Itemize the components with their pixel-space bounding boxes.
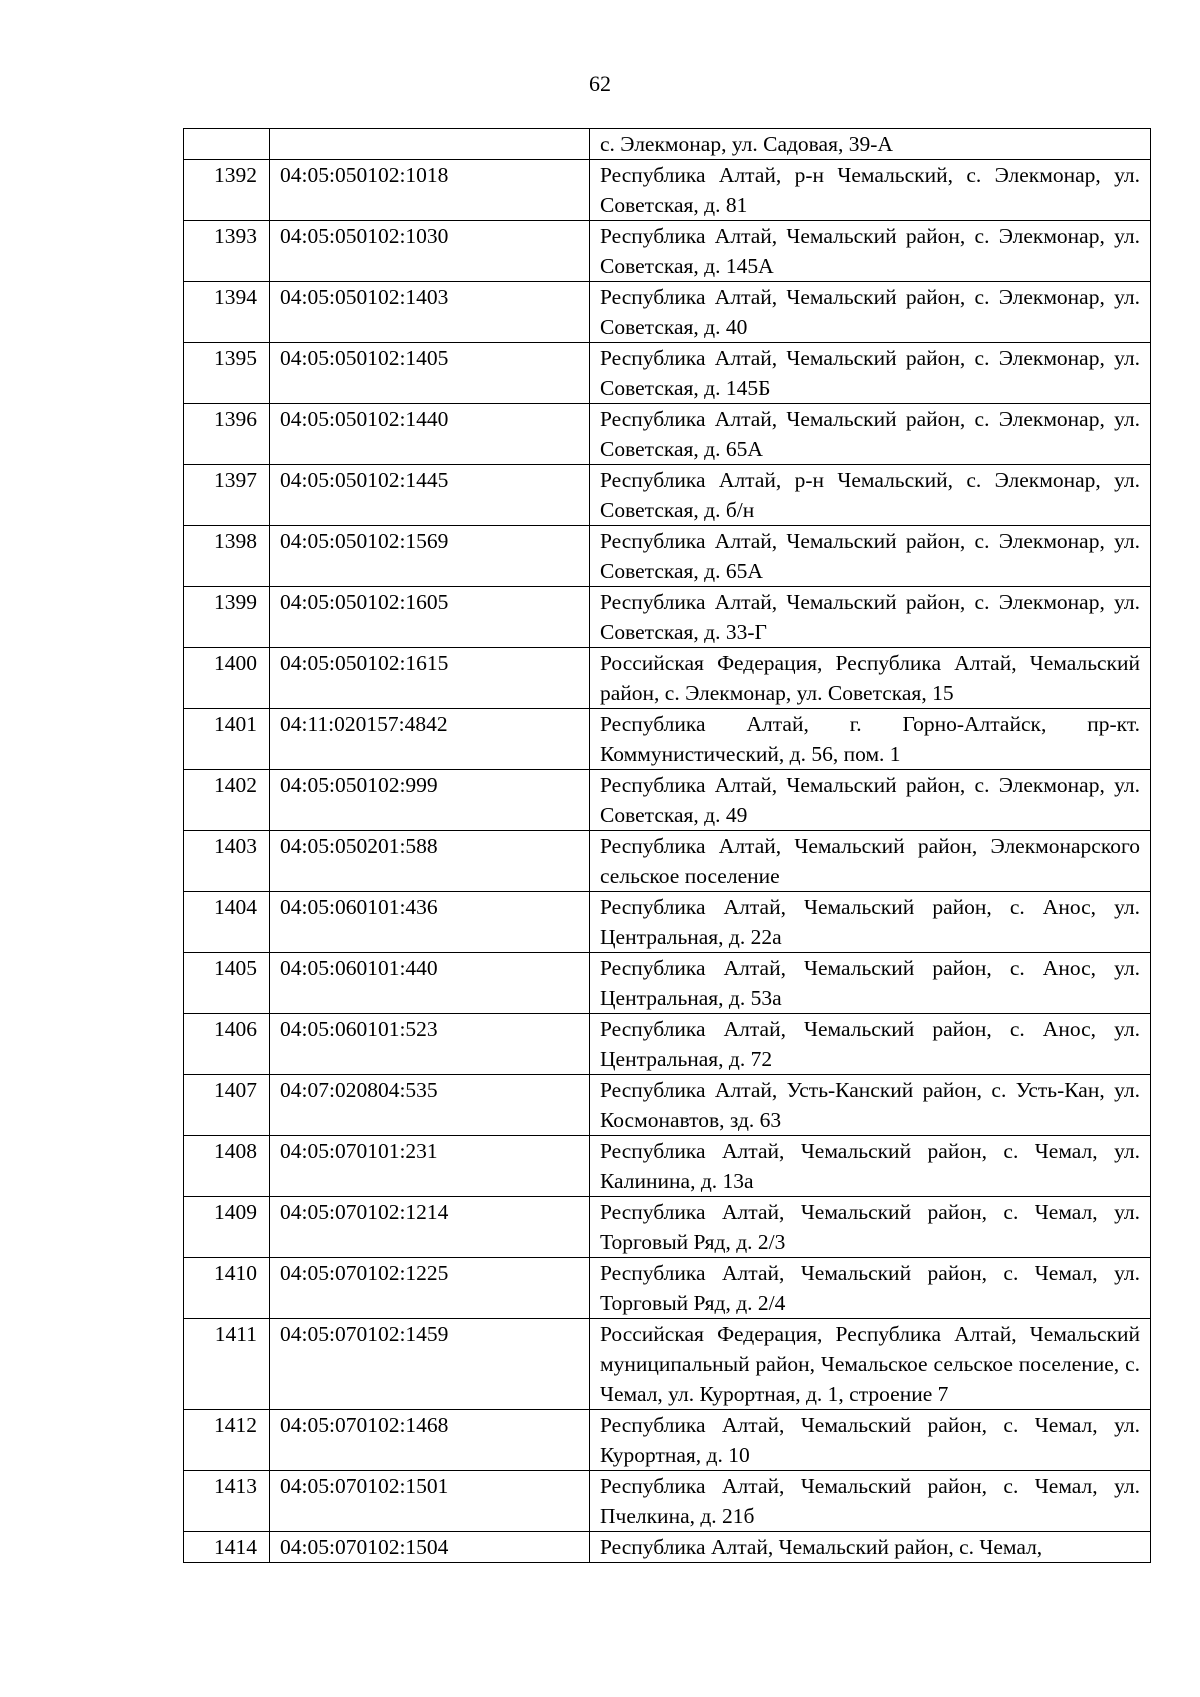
address-cell: Республика Алтай, Чемальский район, с. Чемал, ул. Торговый Ряд, д. 2/4	[590, 1258, 1151, 1319]
address-cell: Республика Алтай, Чемальский район, с. Элекмонар, ул. Советская, д. 145А	[590, 221, 1151, 282]
cadastral-number-cell: 04:05:050102:1018	[270, 160, 590, 221]
page-number: 62	[589, 71, 611, 96]
table-row	[184, 1136, 1151, 1197]
registry-table-body	[184, 129, 1151, 1563]
table-row	[184, 1532, 1151, 1563]
cadastral-number-cell: 04:05:070102:1504	[270, 1532, 590, 1563]
table-row	[184, 1014, 1151, 1075]
cadastral-number-cell: 04:05:060101:523	[270, 1014, 590, 1075]
address-cell: Республика Алтай, Чемальский район, с. Чемал, ул. Калинина, д. 13а	[590, 1136, 1151, 1197]
address-cell: Республика Алтай, Чемальский район, с. Анос, ул. Центральная, д. 72	[590, 1014, 1151, 1075]
row-number-cell: 1395	[184, 343, 270, 404]
cadastral-number-cell: 04:05:050102:1405	[270, 343, 590, 404]
table-row	[184, 465, 1151, 526]
row-number-cell: 1397	[184, 465, 270, 526]
cadastral-number-cell: 04:05:050201:588	[270, 831, 590, 892]
address-cell: Республика Алтай, Чемальский район, с. Чемал, ул. Курортная, д. 10	[590, 1410, 1151, 1471]
address-cell: Республика Алтай, Чемальский район, с. Элекмонар, ул. Советская, д. 33-Г	[590, 587, 1151, 648]
row-number-cell: 1409	[184, 1197, 270, 1258]
table-row	[184, 282, 1151, 343]
row-number-cell: 1405	[184, 953, 270, 1014]
table-row	[184, 648, 1151, 709]
table-row	[184, 1471, 1151, 1532]
row-number-cell: 1410	[184, 1258, 270, 1319]
row-number-cell: 1402	[184, 770, 270, 831]
address-cell: Республика Алтай, Чемальский район, Элекмонарского сельское поселение	[590, 831, 1151, 892]
cadastral-number-cell: 04:05:050102:1030	[270, 221, 590, 282]
cadastral-number-cell: 04:05:050102:1440	[270, 404, 590, 465]
row-number-cell: 1393	[184, 221, 270, 282]
table-row	[184, 1075, 1151, 1136]
cadastral-number-cell: 04:05:060101:436	[270, 892, 590, 953]
cadastral-number-cell: 04:05:070102:1501	[270, 1471, 590, 1532]
table-row	[184, 1258, 1151, 1319]
row-number-cell: 1403	[184, 831, 270, 892]
cadastral-number-cell: 04:05:070101:231	[270, 1136, 590, 1197]
table-row	[184, 1410, 1151, 1471]
address-cell: Республика Алтай, Чемальский район, с. Элекмонар, ул. Советская, д. 145Б	[590, 343, 1151, 404]
row-number-cell: 1404	[184, 892, 270, 953]
cadastral-number-cell	[270, 129, 590, 160]
table-row	[184, 831, 1151, 892]
address-cell: Республика Алтай, Чемальский район, с. Анос, ул. Центральная, д. 22а	[590, 892, 1151, 953]
cadastral-number-cell: 04:05:050102:1569	[270, 526, 590, 587]
address-cell: Республика Алтай, Чемальский район, с. Элекмонар, ул. Советская, д. 65А	[590, 404, 1151, 465]
row-number-cell: 1396	[184, 404, 270, 465]
cadastral-number-cell: 04:05:050102:1445	[270, 465, 590, 526]
cadastral-number-cell: 04:05:050102:1615	[270, 648, 590, 709]
address-cell: Республика Алтай, р-н Чемальский, с. Элекмонар, ул. Советская, д. 81	[590, 160, 1151, 221]
cadastral-number-cell: 04:11:020157:4842	[270, 709, 590, 770]
cadastral-number-cell: 04:05:050102:999	[270, 770, 590, 831]
address-cell: Республика Алтай, Чемальский район, с. Чемал,	[590, 1532, 1151, 1563]
row-number-cell: 1400	[184, 648, 270, 709]
table-row	[184, 221, 1151, 282]
row-number-cell: 1399	[184, 587, 270, 648]
row-number-cell: 1414	[184, 1532, 270, 1563]
row-number-cell: 1408	[184, 1136, 270, 1197]
row-number-cell: 1406	[184, 1014, 270, 1075]
row-number-cell: 1413	[184, 1471, 270, 1532]
address-cell: Российская Федерация, Республика Алтай, Чемальский муниципальный район, Чемальское сельское поселение, с. Чемал, ул. Курортная, д. 1, строение 7	[590, 1319, 1151, 1410]
cadastral-number-cell: 04:05:050102:1403	[270, 282, 590, 343]
cadastral-number-cell: 04:07:020804:535	[270, 1075, 590, 1136]
table-row	[184, 404, 1151, 465]
table-row	[184, 1319, 1151, 1410]
row-number-cell: 1401	[184, 709, 270, 770]
address-cell: Республика Алтай, Чемальский район, с. Чемал, ул. Торговый Ряд, д. 2/3	[590, 1197, 1151, 1258]
cadastral-number-cell: 04:05:070102:1225	[270, 1258, 590, 1319]
cadastral-number-cell: 04:05:070102:1459	[270, 1319, 590, 1410]
table-row	[184, 892, 1151, 953]
table-row	[184, 526, 1151, 587]
address-cell: Республика Алтай, Чемальский район, с. Чемал, ул. Пчелкина, д. 21б	[590, 1471, 1151, 1532]
address-cell: Республика Алтай, Чемальский район, с. Элекмонар, ул. Советская, д. 49	[590, 770, 1151, 831]
table-row	[184, 1197, 1151, 1258]
registry-table	[183, 128, 1151, 1563]
cadastral-number-cell: 04:05:070102:1214	[270, 1197, 590, 1258]
table-row	[184, 709, 1151, 770]
cadastral-number-cell: 04:05:050102:1605	[270, 587, 590, 648]
row-number-cell: 1411	[184, 1319, 270, 1410]
row-number-cell: 1392	[184, 160, 270, 221]
address-cell: Российская Федерация, Республика Алтай, Чемальский район, с. Элекмонар, ул. Советская, 15	[590, 648, 1151, 709]
row-number-cell: 1394	[184, 282, 270, 343]
cadastral-number-cell: 04:05:060101:440	[270, 953, 590, 1014]
row-number-cell: 1398	[184, 526, 270, 587]
table-row	[184, 129, 1151, 160]
address-cell: Республика Алтай, г. Горно-Алтайск, пр-кт. Коммунистический, д. 56, пом. 1	[590, 709, 1151, 770]
table-row	[184, 770, 1151, 831]
row-number-cell: 1412	[184, 1410, 270, 1471]
table-row	[184, 587, 1151, 648]
cadastral-number-cell: 04:05:070102:1468	[270, 1410, 590, 1471]
address-cell: Республика Алтай, Чемальский район, с. Анос, ул. Центральная, д. 53а	[590, 953, 1151, 1014]
address-cell: Республика Алтай, Чемальский район, с. Элекмонар, ул. Советская, д. 65А	[590, 526, 1151, 587]
row-number-cell: 1407	[184, 1075, 270, 1136]
address-cell: с. Элекмонар, ул. Садовая, 39-А	[590, 129, 1151, 160]
address-cell: Республика Алтай, р-н Чемальский, с. Элекмонар, ул. Советская, д. б/н	[590, 465, 1151, 526]
table-row	[184, 160, 1151, 221]
table-row	[184, 343, 1151, 404]
table-row	[184, 953, 1151, 1014]
address-cell: Республика Алтай, Чемальский район, с. Элекмонар, ул. Советская, д. 40	[590, 282, 1151, 343]
row-number-cell	[184, 129, 270, 160]
address-cell: Республика Алтай, Усть-Канский район, с. Усть-Кан, ул. Космонавтов, зд. 63	[590, 1075, 1151, 1136]
